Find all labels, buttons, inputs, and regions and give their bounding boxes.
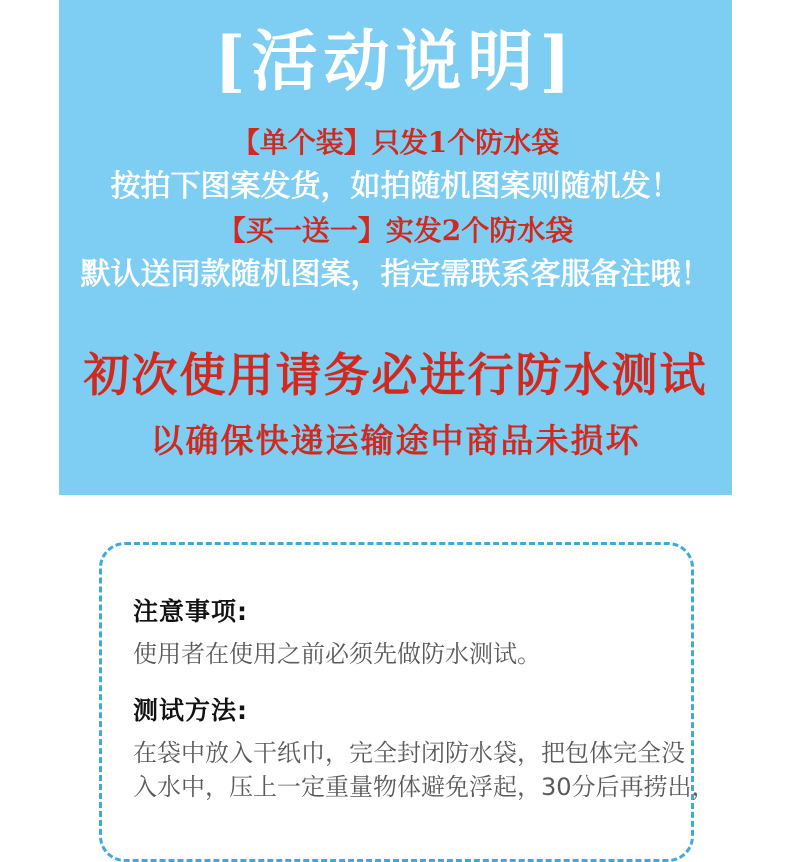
test-method-heading: 测试方法: xyxy=(133,696,248,725)
precautions-text: 使用者在使用之前必须先做防水测试。 xyxy=(133,640,541,668)
promo-line-random-pattern-note: 默认送同款随机图案，指定需联系客服备注哦！ xyxy=(80,257,711,292)
warning-subtitle: 以确保快递运输途中商品未损坏 xyxy=(150,421,641,460)
promo-line-single-pack: 【单个装】只发1个防水袋 xyxy=(231,126,560,159)
precautions-heading: 注意事项: xyxy=(133,597,248,626)
notice-section-precautions xyxy=(133,597,663,671)
warning-title: 初次使用请务必进行防水测试 xyxy=(83,348,708,402)
notice-box xyxy=(99,542,716,862)
promo-line-buy-one-get-one: 【买一送一】实发2个防水袋 xyxy=(217,214,574,247)
test-method-text-line-1: 在袋中放入干纸巾，完全封闭防水袋，把包体完全没 xyxy=(133,739,685,767)
test-method-text-line-2: 入水中，压上一定重量物体避免浮起，30分后再捞出， xyxy=(133,773,716,801)
notice-section-test-method xyxy=(133,696,716,804)
banner-title: [活动说明] xyxy=(214,22,577,100)
promo-banner xyxy=(59,0,732,495)
promo-line-ship-by-pattern: 按拍下图案发货，如拍随机图案则随机发！ xyxy=(110,169,681,204)
promo-lines xyxy=(19,121,772,297)
